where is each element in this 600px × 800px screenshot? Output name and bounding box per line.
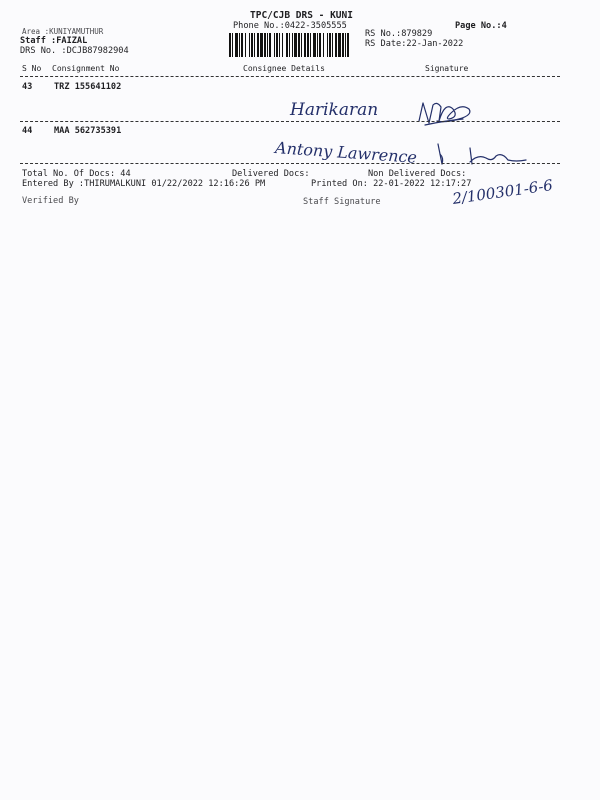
row-44-signature: [430, 140, 530, 170]
rs-number: RS No.:879829: [365, 29, 433, 39]
staff-signature: Staff Signature: [303, 197, 381, 207]
phone-number: Phone No.:0422-3505555: [233, 21, 347, 31]
header-divider: [20, 76, 560, 77]
row-43-divider: [20, 121, 560, 122]
handwritten-reference-note: 2/100301-6-6: [451, 176, 554, 208]
total-docs: Total No. Of Docs: 44: [22, 169, 131, 179]
delivered-docs: Delivered Docs:: [232, 169, 310, 179]
non-delivered-docs: Non Delivered Docs:: [368, 169, 467, 179]
row-43-consignee-handwritten: Harikaran: [290, 100, 379, 120]
rs-date: RS Date:22-Jan-2022: [365, 39, 464, 49]
page-number: Page No.:4: [455, 21, 507, 31]
row-44-consignee-handwritten: Antony Lawrence: [274, 138, 418, 167]
column-header-consignment: Consignment No: [52, 64, 120, 73]
entered-by: Entered By :THIRUMALKUNI 01/22/2022 12:16:26 PM: [22, 179, 266, 189]
row-43-sno: 43: [22, 82, 33, 92]
column-header-signature: Signature: [425, 64, 469, 73]
row-43-consignment: TRZ 155641102: [54, 82, 122, 92]
drs-number: DRS No. :DCJB87982904: [20, 46, 129, 56]
sheet-title: TPC/CJB DRS - KUNI: [250, 10, 353, 21]
barcode-image: [229, 33, 349, 57]
row-44-sno: 44: [22, 126, 33, 136]
column-header-sno: S No: [22, 64, 42, 73]
row-44-divider: [20, 163, 560, 164]
area-label: Area :KUNIYAMUTHUR: [22, 27, 104, 36]
verified-by: Verified By: [22, 196, 79, 206]
printed-on: Printed On: 22-01-2022 12:17:27: [311, 179, 472, 189]
column-header-consignee: Consignee Details: [243, 64, 325, 73]
row-43-signature: [415, 95, 475, 129]
staff-label: Staff :FAIZAL: [20, 36, 88, 46]
row-44-consignment: MAA 562735391: [54, 126, 122, 136]
